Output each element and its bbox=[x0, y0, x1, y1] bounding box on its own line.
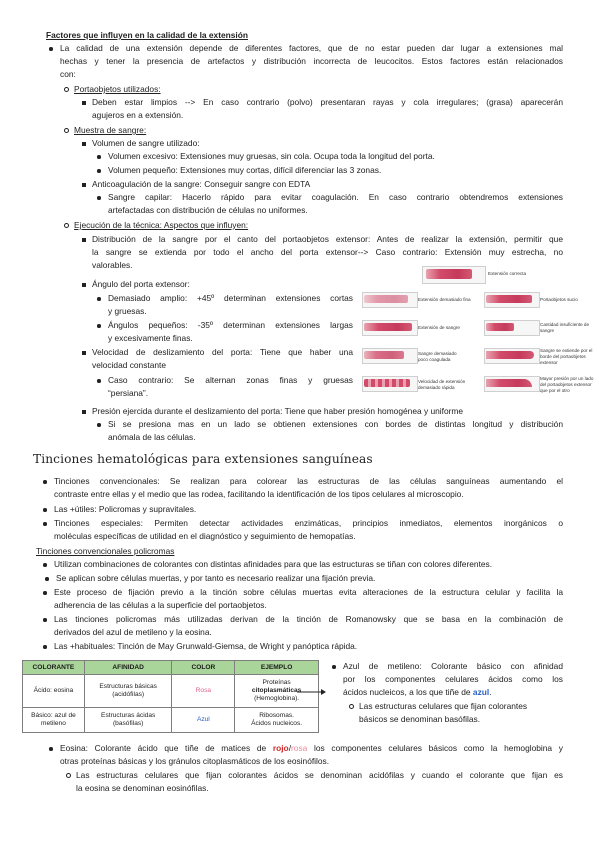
text-fragment: / bbox=[288, 743, 292, 753]
table-row bbox=[23, 708, 319, 733]
header-ejemplo: EJEMPLO bbox=[235, 661, 319, 675]
text-line: “persiana”. bbox=[108, 388, 149, 399]
velocidad-item bbox=[92, 346, 353, 372]
basofilas-item bbox=[359, 700, 563, 726]
text-line: valorables. bbox=[92, 260, 133, 271]
table-row bbox=[23, 675, 319, 708]
intro-paragraph bbox=[60, 42, 563, 82]
sangre-capilar bbox=[108, 191, 563, 217]
colorantes-table bbox=[22, 660, 319, 733]
cell-color: Azul bbox=[172, 708, 235, 733]
cell-line: Estructuras ácidas bbox=[101, 712, 156, 719]
text-line: Caso contrario: Se alternan zonas finas y gruesas bbox=[108, 375, 353, 385]
text-line: y gruesas. bbox=[108, 306, 147, 317]
text-line: anómala de las células. bbox=[108, 432, 196, 443]
angulo-pequeno bbox=[108, 319, 353, 345]
smear bbox=[486, 351, 534, 359]
arrow-right-icon bbox=[295, 687, 327, 697]
header-afinidad: AFINIDAD bbox=[84, 661, 172, 675]
text-line: y excesivamente finas. bbox=[108, 333, 193, 344]
azul-metileno-item bbox=[343, 660, 563, 700]
section-title-tinciones: Tinciones hematológicas para extensiones sanguíneas bbox=[33, 452, 373, 466]
table-header-row bbox=[23, 661, 319, 675]
text-line: otras proteínas básicas y los gránulos citoplasmáticos de los eosinófilos. bbox=[60, 756, 330, 767]
cell-line: (Hemoglobina). bbox=[254, 695, 300, 702]
habituales-item: Las +habituales: Tinción de May Grunwald-Giemsa, de Wright y panóptica rápida. bbox=[54, 640, 357, 653]
text-line: Tinciones convencionales: Se realizan para colorear las estructuras de las células sanguíneas aumentando el bbox=[54, 476, 563, 486]
angulo-amplio bbox=[108, 292, 353, 318]
smear-figure bbox=[360, 262, 596, 402]
caption: Sangre se extiende por el borde del portaobjetos extensor bbox=[540, 348, 593, 365]
cell-afinidad bbox=[84, 708, 172, 733]
cell-line: metileno bbox=[40, 720, 66, 727]
text-line: la eosina se denominan eosinófilas. bbox=[76, 783, 209, 794]
text-line: por los componentes celulares ácidos como los bbox=[343, 674, 563, 685]
text-line: Las tinciones policromas más utilizadas derivan de la tinción de Romanowsky que se basa en la combinación de bbox=[54, 614, 563, 624]
caption: Mayor presión por un lado del portaobjetos extensor que por el otro bbox=[540, 376, 594, 393]
text-line: Sangre capilar: Hacerlo rápido para evitar coagulación. En caso contrario obtendremos extensiones bbox=[108, 192, 563, 202]
text-line bbox=[60, 742, 563, 755]
muestra-heading: Muestra de sangre: bbox=[74, 124, 146, 137]
caption: Sangre demasiado poco coagulada bbox=[418, 351, 457, 362]
cell-ejemplo bbox=[235, 708, 319, 733]
smear bbox=[486, 295, 532, 303]
smear bbox=[364, 295, 408, 303]
text-line: la sangre se extienda por todo el ancho del porta extensor--> Caso contrario: Extensión muy estrecha, no bbox=[92, 247, 563, 258]
intro-line: con: bbox=[60, 69, 76, 80]
smear bbox=[364, 379, 410, 387]
intro-line: La calidad de una extensión depende de diferentes factores, que de no estar pueden dar lugar a extensiones mal bbox=[60, 43, 563, 53]
text-fragment: los componentes celulares básicos como la hemoglobina y bbox=[314, 743, 563, 753]
cell-line: Proteínas bbox=[262, 679, 291, 686]
section-title: Factores que influyen en la calidad de la extensión bbox=[46, 30, 248, 40]
cell-line: Ácidos nucleicos. bbox=[251, 720, 303, 727]
text-line: Velocidad de deslizamiento del porta: Tiene que haber una bbox=[92, 347, 353, 357]
text-fragment: Eosina: Colorante ácido que tiñe de matices de bbox=[60, 743, 267, 753]
caption: Portaobjetos sucio bbox=[540, 297, 578, 302]
text-line: derivados del azul de metileno y la eosina. bbox=[54, 627, 212, 638]
velocidad-contrario bbox=[108, 374, 353, 400]
text-line bbox=[343, 686, 563, 699]
smear-correct bbox=[426, 269, 472, 279]
cell-line: Ribosomas. bbox=[259, 712, 295, 719]
rosa-word: rosa bbox=[291, 743, 308, 753]
presion-sub bbox=[108, 418, 563, 444]
especiales-item bbox=[54, 517, 563, 543]
utiles-item: Las +útiles: Policromas y supravitales. bbox=[54, 503, 196, 516]
caption-correct: Extensión correcta bbox=[488, 271, 527, 276]
header-colorante: COLORANTE bbox=[23, 661, 85, 675]
poli-item-1: Utilizan combinaciones de colorantes con distintas afinidades para que las estructuras se tiñan con colores diferentes. bbox=[54, 558, 492, 571]
text-line: moléculas específicas de utilidad en el diagnóstico y seguimiento de hemopatías. bbox=[54, 531, 356, 542]
presion-item: Presión ejercida durante el deslizamiento del porta: Tiene que haber presión homogénea y uniforme bbox=[92, 405, 463, 418]
text-line: Si se presiona mas en un lado se obtienen extensiones con bordes de distintas longitud y distribución bbox=[108, 419, 563, 429]
text-line: adherencia de las células a la superficie del portaobjetos. bbox=[54, 600, 267, 611]
text-fragment: . bbox=[489, 687, 492, 698]
text-line: artefactadas con distribución de células no uniformes. bbox=[108, 205, 308, 216]
cell-color: Rosa bbox=[172, 675, 235, 708]
text-line: Ángulos pequeños: -35º determinan extensiones largas bbox=[108, 320, 353, 330]
text-line: Demasiado amplio: +45º determinan extensiones cortas bbox=[108, 293, 353, 303]
cell-line: citoplasmáticas bbox=[251, 687, 302, 694]
text-line: Distribución de la sangre por el canto del portaobjetos extensor: Antes de realizar la extensión, permitir que bbox=[92, 234, 563, 244]
text-line: básicos se denominan basófilas. bbox=[359, 714, 481, 725]
text-line: Azul de metileno: Colorante básico con afinidad bbox=[343, 661, 563, 671]
text-line: velocidad constante bbox=[92, 360, 167, 371]
header-color: COLOR bbox=[172, 661, 235, 675]
caption: Cantidad insuficiente de sangre bbox=[540, 322, 590, 333]
tecnica-heading: Ejecución de la técnica: Aspectos que influyen: bbox=[74, 219, 248, 232]
intro-line: hechas y tener la presencia de artefactos y distribución incorrecta de leucocitos. Estos factores están relacionados bbox=[60, 56, 563, 67]
azul-word: azul bbox=[472, 687, 490, 698]
cell-line: (acidófilas) bbox=[112, 691, 145, 698]
smear bbox=[486, 323, 514, 331]
rojo-word: rojo bbox=[272, 743, 289, 753]
caption: Extensión de sangre bbox=[418, 325, 460, 330]
text-line: Deben estar limpios --> En caso contrario (polvo) presentaran rayas y cola irregulares; (grasa) aparecerán bbox=[92, 97, 563, 107]
volumen-pequeno: Volumen pequeño: Extensiones muy cortas, difícil diferenciar las 3 zonas. bbox=[108, 164, 381, 177]
cell-line: Estructuras básicas bbox=[99, 683, 157, 690]
smear bbox=[486, 379, 532, 387]
portaobjetos-item bbox=[92, 96, 563, 122]
text-fragment: ácidos nucleicos, a los que tiñe de bbox=[343, 687, 471, 698]
eosina-item bbox=[60, 742, 563, 768]
angulo-item: Ángulo del porta extensor: bbox=[92, 278, 190, 291]
convencionales-item bbox=[54, 475, 563, 501]
text-line: Las estructuras celulares que fijan colorantes ácidos se denominan acidófilas y cuando el colorante que fijan es bbox=[76, 770, 563, 780]
poli-item-2: Se aplican sobre células muertas, y por tanto es necesario realizar una fijación previa. bbox=[56, 572, 375, 585]
romanowsky-item bbox=[54, 613, 563, 639]
smear bbox=[364, 323, 412, 331]
text-line: agujeros en a extensión. bbox=[92, 110, 184, 121]
cell-afinidad bbox=[84, 675, 172, 708]
caption: Velocidad de extensión demasiado rápida bbox=[418, 379, 466, 390]
acidofilas-item bbox=[76, 769, 563, 795]
text-line: Tinciones especiales: Permiten detectar actividades enzimáticas, principios inmediatos, elementos inorgánicos o bbox=[54, 518, 563, 528]
anticoagulacion-item: Anticoagulación de la sangre: Conseguir sangre con EDTA bbox=[92, 178, 310, 191]
text-line: contraste entre ellas y el medio que las rodea, facilitando la identificación de los tipos celulares al microscopio. bbox=[54, 489, 464, 500]
smear bbox=[364, 351, 404, 359]
cell-line: Básico: azul de bbox=[31, 712, 76, 719]
text-line: Este proceso de fijación previo a la tinción sobre células muertas evita alteraciones de la estructura celular y facilita la bbox=[54, 587, 563, 597]
policromas-heading: Tinciones convencionales policromas bbox=[36, 546, 175, 556]
cell-line: (basófilas) bbox=[112, 720, 144, 727]
caption: Extensión demasiado fina bbox=[418, 297, 471, 302]
volumen-excesivo: Volumen excesivo: Extensiones muy gruesas, sin cola. Ocupa toda la longitud del porta. bbox=[108, 150, 435, 163]
fijacion-item bbox=[54, 586, 563, 612]
cell-colorante: Ácido: eosina bbox=[23, 675, 85, 708]
cell-colorante bbox=[23, 708, 85, 733]
volumen-item: Volumen de sangre utilizado: bbox=[92, 137, 200, 150]
text-line: Las estructuras celulares que fijan colorantes bbox=[359, 701, 528, 711]
portaobjetos-heading: Portaobjetos utilizados: bbox=[74, 83, 161, 96]
